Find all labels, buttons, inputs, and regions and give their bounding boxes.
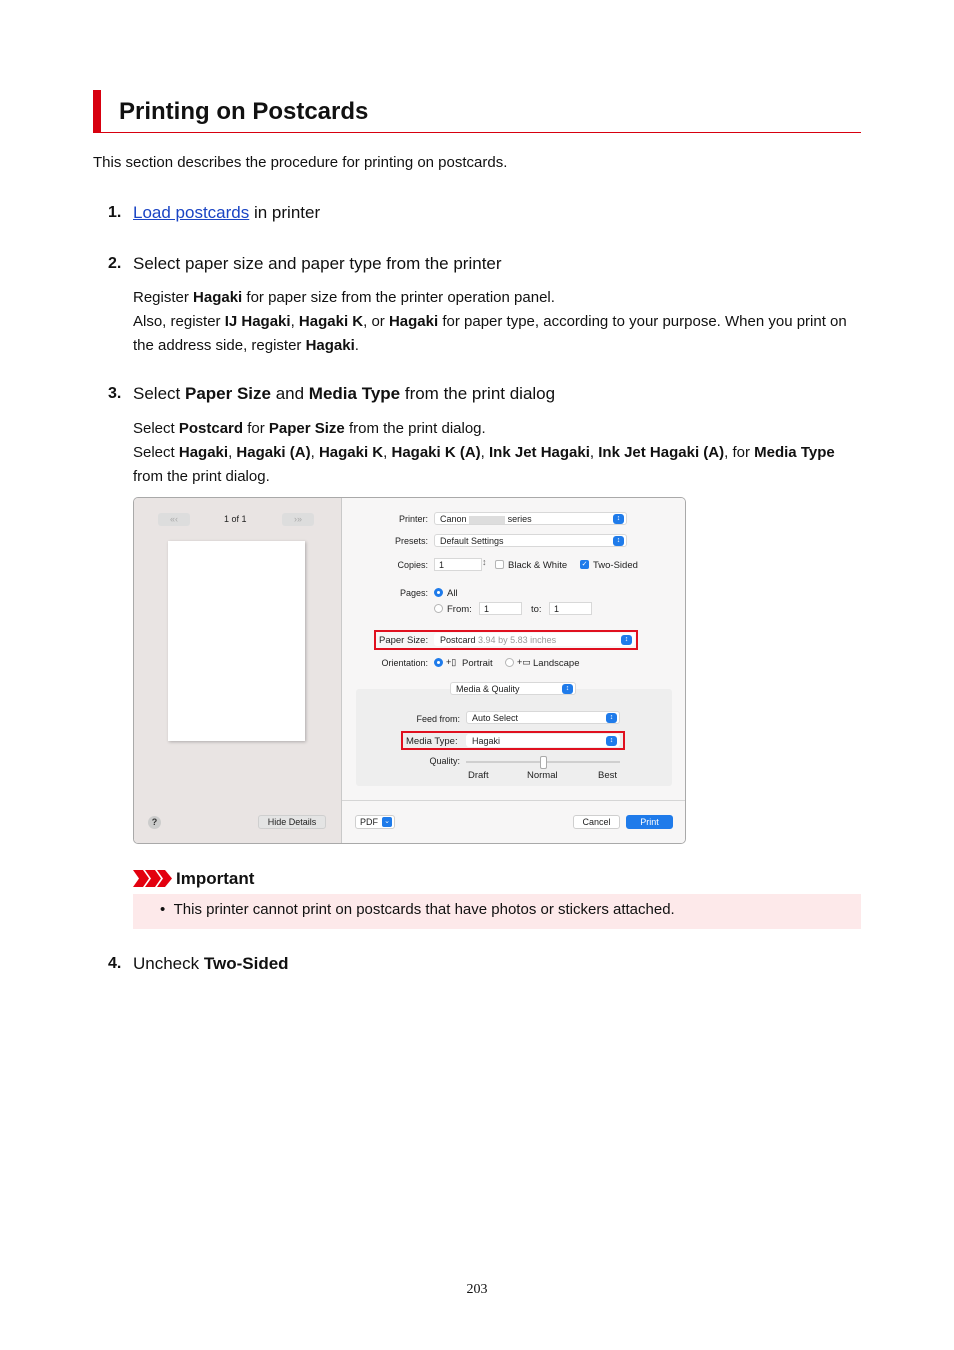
bw-label: Black & White bbox=[508, 560, 568, 571]
quality-label: Quality: bbox=[429, 756, 460, 766]
portrait-label: Portrait bbox=[462, 658, 493, 669]
page-preview bbox=[168, 541, 305, 741]
step-number: 1. bbox=[108, 204, 122, 221]
preview-pane bbox=[134, 498, 342, 843]
feed-label: Feed from: bbox=[416, 714, 460, 724]
section-select[interactable]: Media & Quality ↕ bbox=[450, 682, 576, 695]
step-text: Select Paper Size and Media Type from the print dialog bbox=[133, 384, 556, 403]
title-underline bbox=[101, 132, 861, 133]
to-input[interactable]: 1 bbox=[549, 602, 592, 615]
bw-checkbox[interactable] bbox=[495, 560, 504, 569]
orientation-label: Orientation: bbox=[381, 658, 428, 668]
step-number: 2. bbox=[108, 255, 122, 272]
intro-text: This section describes the procedure for printing on postcards. bbox=[93, 154, 508, 171]
page-number: 203 bbox=[466, 1282, 488, 1297]
chevron-updown-icon: ↕ bbox=[613, 536, 624, 546]
pages-to-label: to: bbox=[531, 604, 542, 615]
portrait-radio[interactable] bbox=[434, 658, 443, 667]
next-page-button[interactable]: ›» bbox=[282, 513, 314, 526]
step-3-detail bbox=[133, 417, 863, 489]
stepper-icon[interactable]: ↕ bbox=[482, 557, 487, 567]
pages-all-radio[interactable] bbox=[434, 588, 443, 597]
two-sided-checkbox[interactable]: ✓ bbox=[581, 561, 588, 568]
portrait-icon: +▯ bbox=[446, 657, 457, 667]
paper-size-select[interactable]: Postcard 3.94 by 5.83 inches ↕ bbox=[434, 633, 635, 646]
settings-pane bbox=[342, 498, 685, 843]
step-text bbox=[133, 202, 320, 224]
quality-best: Best bbox=[598, 770, 618, 781]
step-text-rest: in printer bbox=[249, 203, 321, 222]
media-type-select[interactable]: Hagaki ↕ bbox=[466, 734, 620, 747]
load-postcards-link[interactable]: Load postcards bbox=[133, 203, 250, 222]
help-button[interactable]: ? bbox=[148, 816, 161, 829]
quality-normal: Normal bbox=[527, 770, 558, 781]
pages-from-label: From: bbox=[447, 604, 472, 615]
copies-input[interactable]: 1 bbox=[434, 558, 482, 571]
two-sided-label: Two-Sided bbox=[593, 560, 638, 571]
paper-size-label: Paper Size: bbox=[379, 635, 429, 646]
important-icon bbox=[133, 870, 173, 892]
important-text: This printer cannot print on postcards that have photos or stickers attached. bbox=[173, 901, 675, 918]
quality-slider-knob[interactable] bbox=[540, 756, 547, 769]
print-dialog bbox=[133, 497, 686, 844]
pdf-menu-button[interactable]: PDF ⌄ bbox=[355, 815, 395, 829]
title-accent-bar bbox=[93, 90, 101, 133]
step-number: 3. bbox=[108, 385, 122, 402]
chevron-updown-icon: ↕ bbox=[613, 514, 624, 524]
chevron-down-icon: ⌄ bbox=[382, 817, 392, 827]
step-text: Select paper size and paper type from the printer bbox=[133, 254, 502, 273]
pages-label: Pages: bbox=[399, 588, 428, 598]
step-number: 4. bbox=[108, 955, 122, 972]
hide-details-button[interactable]: Hide Details bbox=[258, 815, 326, 829]
chevron-updown-icon: ↕ bbox=[562, 684, 573, 694]
cancel-button[interactable]: Cancel bbox=[573, 815, 620, 829]
pages-all-label: All bbox=[447, 588, 458, 599]
from-input[interactable]: 1 bbox=[479, 602, 522, 615]
pages-range-radio[interactable] bbox=[434, 604, 443, 613]
printer-label: Printer: bbox=[398, 514, 428, 524]
copies-label: Copies: bbox=[397, 560, 428, 570]
presets-label: Presets: bbox=[394, 536, 428, 546]
chevron-updown-icon: ↕ bbox=[606, 713, 617, 723]
print-button[interactable]: Print bbox=[626, 815, 673, 829]
chevron-updown-icon: ↕ bbox=[621, 635, 632, 645]
landscape-label: Landscape bbox=[533, 658, 580, 669]
step-2-detail bbox=[133, 286, 863, 358]
redacted-model bbox=[469, 516, 505, 524]
paragraph: Also, register IJ Hagaki, Hagaki K, or Hagaki for paper type, according to your purpose. When you print on the address side, register Hagaki. bbox=[133, 313, 847, 354]
paragraph: Select Postcard for Paper Size from the print dialog. bbox=[133, 420, 486, 437]
important-item bbox=[160, 901, 675, 918]
feed-select[interactable]: Auto Select ↕ bbox=[466, 711, 620, 724]
paragraph: Select Hagaki, Hagaki (A), Hagaki K, Hagaki K (A), Ink Jet Hagaki, Ink Jet Hagaki (A), for Media Type from the print dialog. bbox=[133, 444, 835, 485]
bullet: • bbox=[160, 901, 166, 918]
landscape-icon: +▭ bbox=[517, 657, 531, 667]
prev-page-button[interactable]: «‹ bbox=[158, 513, 190, 526]
presets-select[interactable]: Default Settings ↕ bbox=[434, 534, 627, 547]
media-type-label: Media Type: bbox=[406, 736, 458, 747]
page-title: Printing on Postcards bbox=[119, 98, 369, 125]
divider bbox=[342, 800, 685, 801]
landscape-radio[interactable] bbox=[505, 658, 514, 667]
page-counter: 1 of 1 bbox=[224, 514, 247, 524]
paragraph: Register Hagaki for paper size from the printer operation panel. bbox=[133, 289, 555, 306]
quality-draft: Draft bbox=[468, 770, 489, 781]
chevron-updown-icon: ↕ bbox=[606, 736, 617, 746]
printer-select[interactable]: Canon series ↕ bbox=[434, 512, 627, 525]
important-title: Important bbox=[176, 869, 255, 888]
step-text: Uncheck Two-Sided bbox=[133, 954, 289, 973]
